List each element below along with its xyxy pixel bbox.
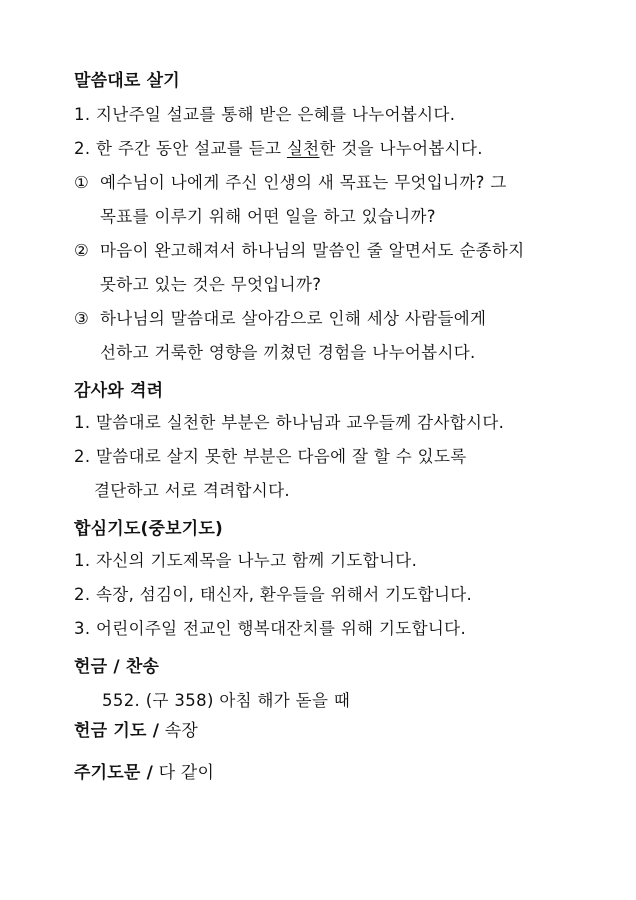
item-continuation: 결단하고 서로 격려합시다. bbox=[94, 481, 290, 500]
circled-number: ③ bbox=[74, 309, 90, 328]
section-title-offering-hymn: 헌금 / 찬송 bbox=[74, 657, 160, 677]
item-text-post: 한 것을 나누어봅시다. bbox=[319, 139, 483, 158]
item-text: 자신의 기도제목을 나누고 함께 기도합니다. bbox=[96, 551, 418, 570]
section-title-thanks-encouragement: 감사와 격려 bbox=[74, 381, 164, 401]
item-number: 2. bbox=[74, 139, 91, 158]
item-number: 2. bbox=[74, 585, 91, 604]
section-title-united-prayer: 합심기도(중보기도) bbox=[74, 519, 223, 539]
list-item bbox=[74, 104, 636, 138]
item-number: 3. bbox=[74, 619, 91, 638]
section-title-offering-prayer: 헌금 기도 / bbox=[74, 721, 160, 741]
offering-prayer-line bbox=[74, 720, 636, 742]
list-item bbox=[74, 618, 636, 652]
question-continuation: 목표를 이루기 위해 어떤 일을 하고 있습니까? bbox=[100, 207, 436, 226]
section-title-live-by-word: 말씀대로 살기 bbox=[74, 71, 180, 91]
item-text: 속장, 섬김이, 태신자, 환우들을 위해서 기도합니다. bbox=[96, 585, 473, 604]
item-number: 2. bbox=[74, 447, 91, 466]
item-number: 1. bbox=[74, 105, 91, 124]
section-title-lords-prayer: 주기도문 / bbox=[74, 763, 154, 783]
question-continuation: 선하고 거룩한 영향을 끼쳤던 경험을 나누어봅시다. bbox=[100, 343, 476, 362]
item-text-pre: 한 주간 동안 설교를 듣고 bbox=[96, 139, 287, 158]
question-item bbox=[74, 172, 636, 206]
list-item bbox=[74, 550, 636, 584]
item-number: 1. bbox=[74, 413, 91, 432]
offering-prayer-leader: 속장 bbox=[159, 721, 198, 741]
question-text: 예수님이 나에게 주신 인생의 새 목표는 무엇입니까? 그 bbox=[100, 173, 507, 192]
list-item bbox=[74, 412, 636, 446]
question-item bbox=[74, 308, 636, 342]
hymn-entry: 552. (구 358) 아침 해가 돋을 때 bbox=[102, 691, 351, 710]
item-text: 지난주일 설교를 통해 받은 은혜를 나누어봅시다. bbox=[96, 105, 456, 124]
list-item bbox=[74, 584, 636, 618]
item-text: 말씀대로 실천한 부분은 하나님과 교우들께 감사합시다. bbox=[96, 413, 505, 432]
list-item bbox=[74, 446, 636, 480]
lords-prayer-participants: 다 같이 bbox=[153, 763, 215, 783]
question-item bbox=[74, 240, 636, 274]
lords-prayer-line bbox=[74, 762, 636, 784]
question-continuation: 못하고 있는 것은 무엇입니까? bbox=[100, 275, 322, 294]
list-item bbox=[74, 138, 636, 172]
item-text: 말씀대로 살지 못한 부분은 다음에 잘 할 수 있도록 bbox=[96, 447, 467, 466]
question-text: 하나님의 말씀대로 살아감으로 인해 세상 사람들에게 bbox=[100, 309, 487, 328]
question-text: 마음이 완고해져서 하나님의 말씀인 줄 알면서도 순종하지 bbox=[100, 241, 525, 260]
circled-number: ② bbox=[74, 241, 90, 260]
item-text: 어린이주일 전교인 행복대잔치를 위해 기도합니다. bbox=[96, 619, 467, 638]
circled-number: ① bbox=[74, 173, 90, 192]
underlined-word: 실천 bbox=[286, 139, 320, 158]
item-number: 1. bbox=[74, 551, 91, 570]
